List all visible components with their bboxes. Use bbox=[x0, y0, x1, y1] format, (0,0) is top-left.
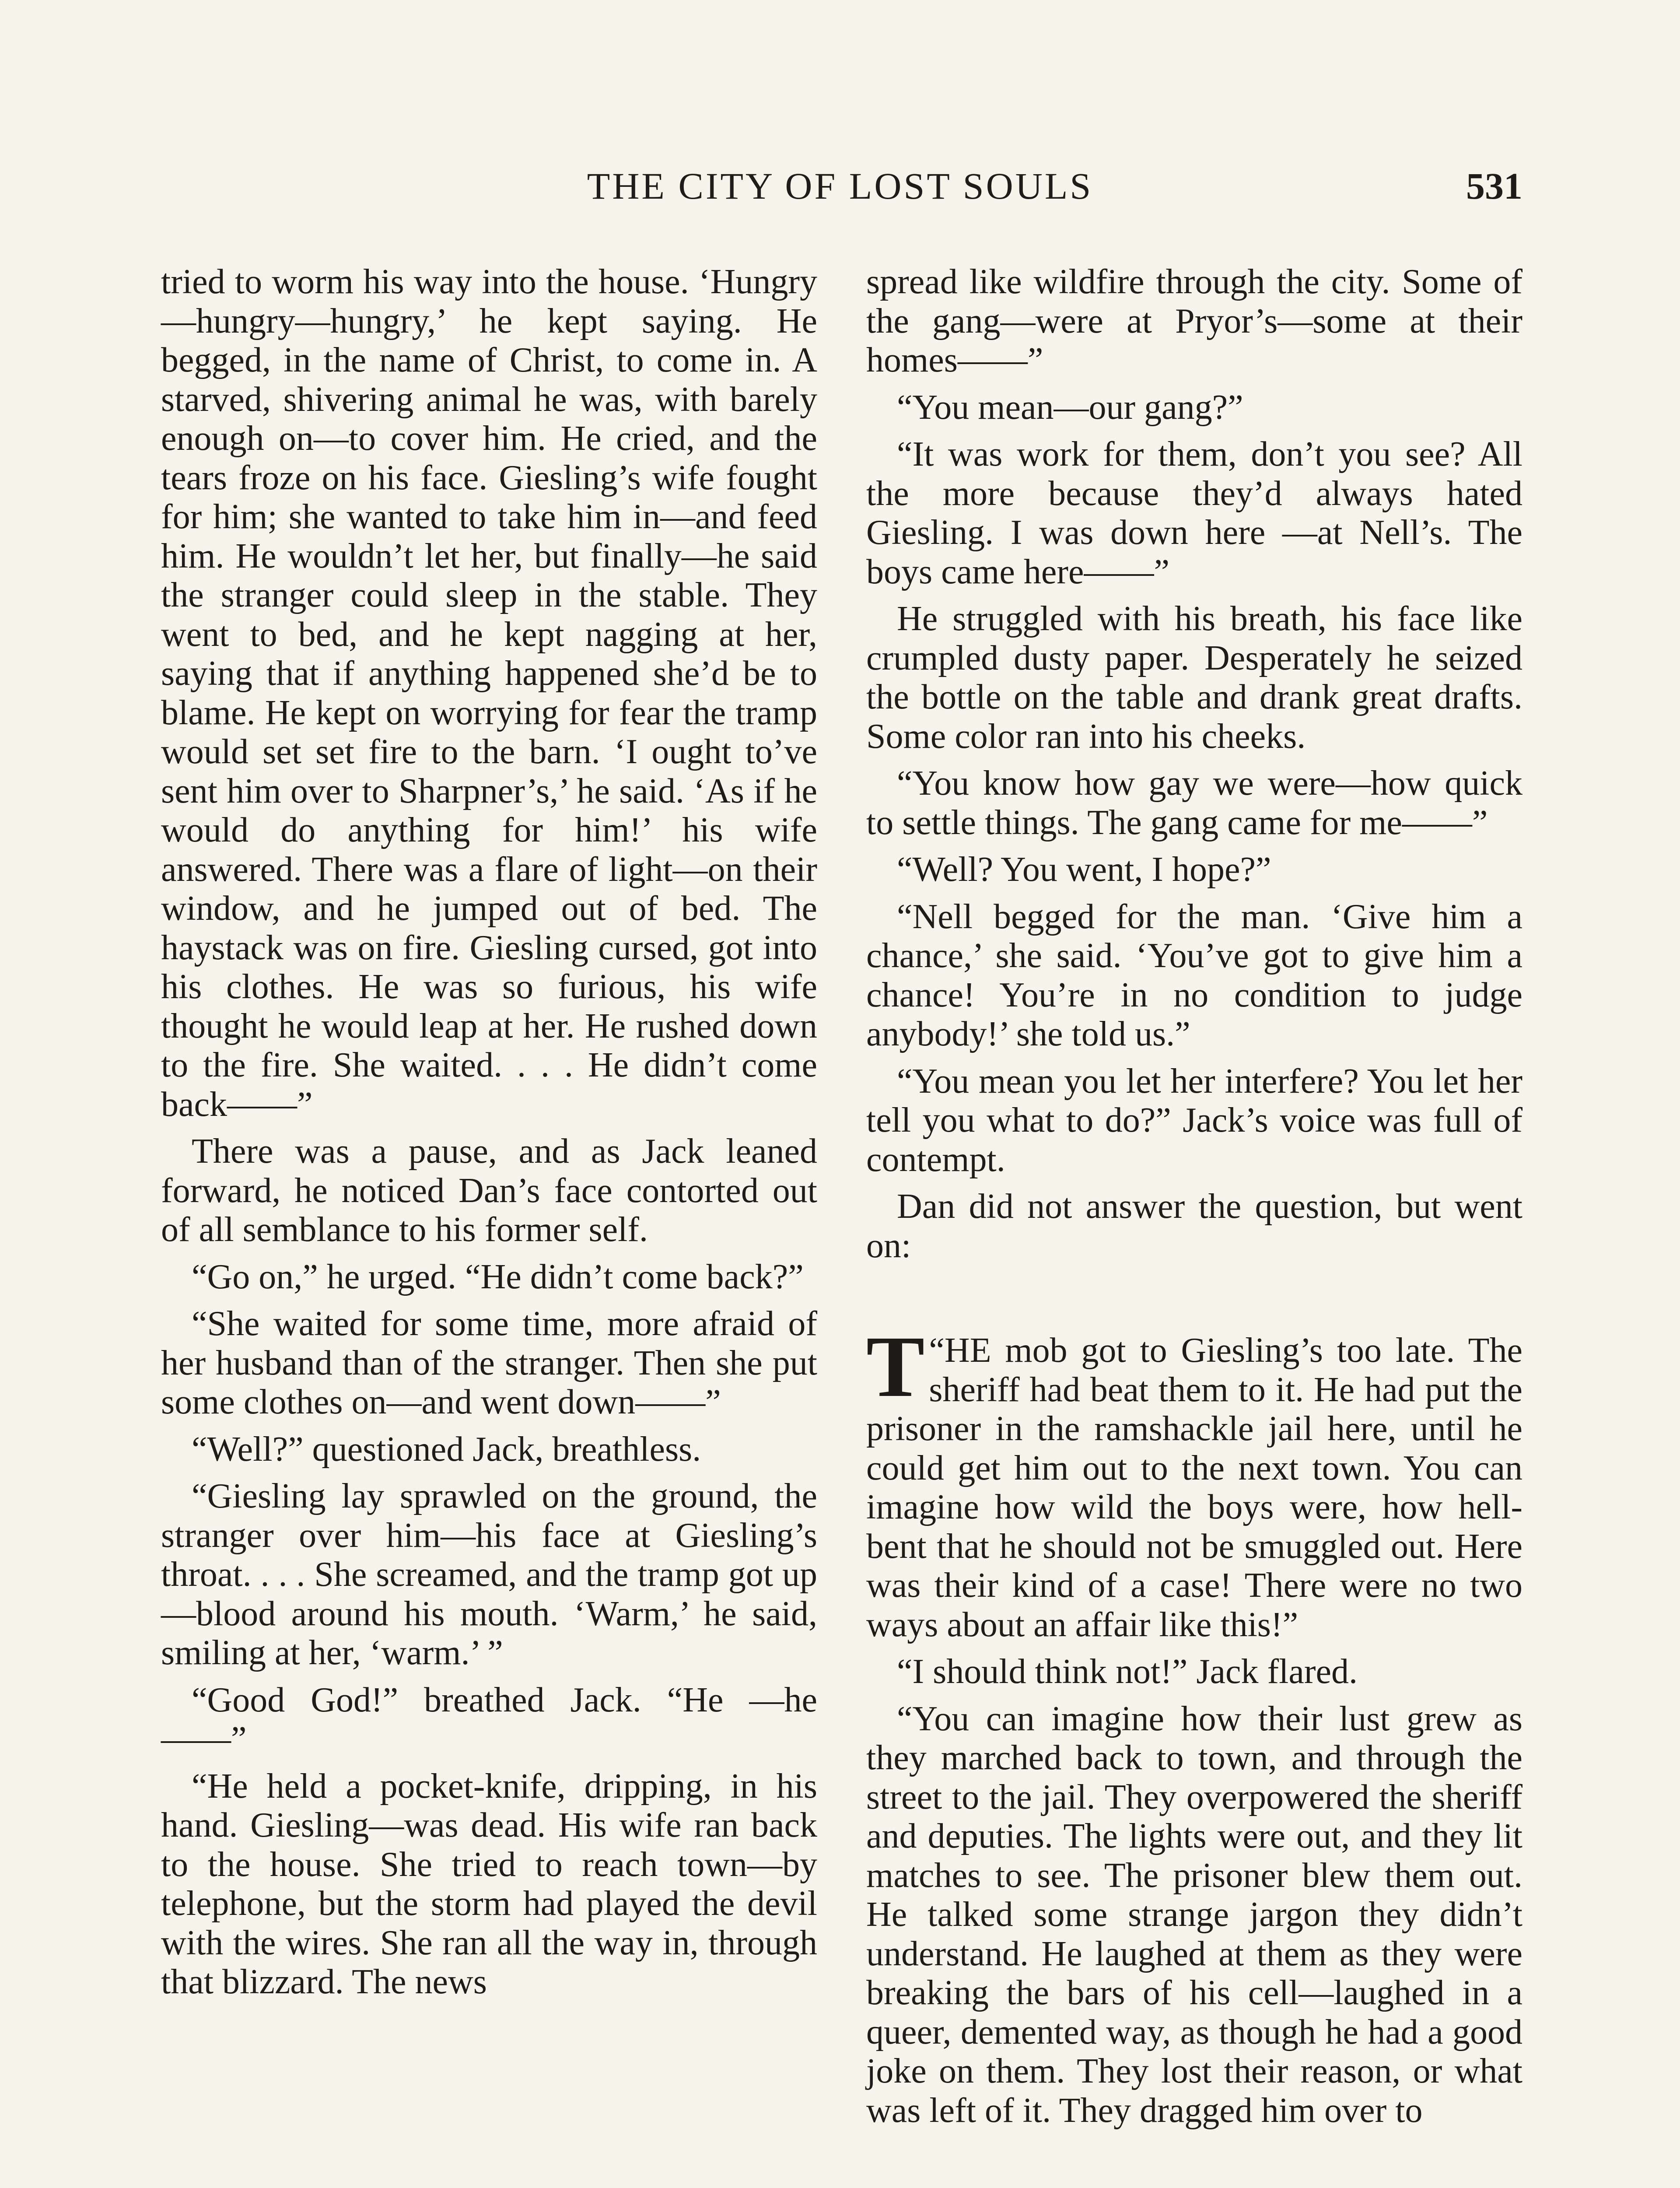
paragraph: “Nell begged for the man. ‘Give him a chance,’ she said. ‘You’ve got to give him a chance! You’re in no condition to judge anybody!’ she told us.” bbox=[866, 897, 1522, 1053]
paragraph: Dan did not answer the question, but went on: bbox=[866, 1187, 1522, 1265]
paragraph: tried to worm his way into the house. ‘Hungry—hungry—hungry,’ he kept saying. He begged, in the name of Christ, to come in. A starved, shivering animal he was, with barely enough on—to cover him. He cried, and the tears froze on his face. Giesling’s wife fought for him; she wanted to take him in—and feed him. He wouldn’t let her, but finally—he said the stranger could sleep in the stable. They went to bed, and he kept nagging at her, saying that if anything happened she’d be to blame. He kept on worrying for fear the tramp would set set fire to the barn. ‘I ought to’ve sent him over to Sharpner’s,’ he said. ‘As if he would do anything for him!’ his wife answered. There was a flare of light—on their window, and he jumped out of bed. The haystack was on fire. Giesling cursed, got into his clothes. He was so furious, his wife thought he would leap at her. He rushed down to the fire. She waited. . . . He didn’t come back——” bbox=[161, 263, 817, 1124]
paragraph: “I should think not!” Jack flared. bbox=[897, 1652, 1358, 1691]
page-number: 531 bbox=[1466, 165, 1522, 207]
paragraph: “You mean you let her interfere? You let her tell you what to do?” Jack’s voice was full of contempt. bbox=[866, 1062, 1522, 1179]
drop-cap: T bbox=[866, 1318, 925, 1415]
paragraph: “You mean—our gang?” bbox=[897, 388, 1243, 427]
paragraph: “Well? You went, I hope?” bbox=[897, 850, 1271, 889]
paragraph: “Giesling lay sprawled on the ground, the stranger over him—his face at Giesling’s throat. . . . She screamed, and the tramp got up—blood around his mouth. ‘Warm,’ he said, smiling at her, ‘warm.’ ” bbox=[161, 1477, 817, 1672]
paragraph: “Good God!” breathed Jack. “He —he——” bbox=[161, 1680, 817, 1758]
running-header-title: THE CITY OF LOST SOULS bbox=[587, 165, 1093, 207]
paragraph: “You can imagine how their lust grew as they marched back to town, and through the street to the jail. They overpowered the sheriff and deputies. The lights were out, and they lit matches to see. The prisoner blew them out. He talked some strange jargon they didn’t understand. He laughed at them as they were breaking the bars of his cell—laughed in a queer, demented way, as though he had a good joke on them. They lost their reason, or what was left of it. They dragged him over to bbox=[866, 1699, 1522, 2130]
paragraph: “Well?” questioned Jack, breathless. bbox=[192, 1430, 701, 1469]
section-text: mob got to Giesling’s too late. The sheriff had beat them to it. He had put the prisoner in the ramshackle jail here, until he could get him out to the next town. You can imagine how wild the boys were, how hell-bent that he should not be smuggled out. Here was their kind of a case! There were no two ways about an affair like this!” bbox=[866, 1331, 1522, 1644]
paragraph: “You know how gay we were—how quick to settle things. The gang came for me——” bbox=[866, 764, 1522, 842]
paragraph: He struggled with his breath, his face like crumpled dusty paper. Desperately he seized the bottle on the table and drank great drafts. Some color ran into his cheeks. bbox=[866, 600, 1522, 756]
paragraph: spread like wildfire through the city. Some of the gang—were at Pryor’s—some at their homes——” bbox=[866, 263, 1522, 379]
paragraph: “Go on,” he urged. “He didn’t come back?” bbox=[192, 1257, 804, 1296]
small-caps-lead: HE bbox=[944, 1331, 991, 1370]
paragraph: “It was work for them, don’t you see? All the more because they’d always hated Giesling. I was down here —at Nell’s. The boys came here——” bbox=[866, 435, 1522, 591]
right-text-column bbox=[866, 263, 1522, 2130]
paragraph: There was a pause, and as Jack leaned forward, he noticed Dan’s face contorted out of all semblance to his former self. bbox=[161, 1132, 817, 1249]
paragraph: “He held a pocket-knife, dripping, in his hand. Giesling—was dead. His wife ran back to the house. She tried to reach town—by telephone, but the storm had played the devil with the wires. She ran all the way in, through that blizzard. The news bbox=[161, 1767, 817, 2001]
opening-quote: “ bbox=[929, 1331, 945, 1370]
left-text-column bbox=[161, 263, 817, 2002]
paragraph: “She waited for some time, more afraid of her husband than of the stranger. Then she put some clothes on—and went down——” bbox=[161, 1304, 817, 1421]
section-opening-paragraph bbox=[866, 1318, 1522, 1645]
